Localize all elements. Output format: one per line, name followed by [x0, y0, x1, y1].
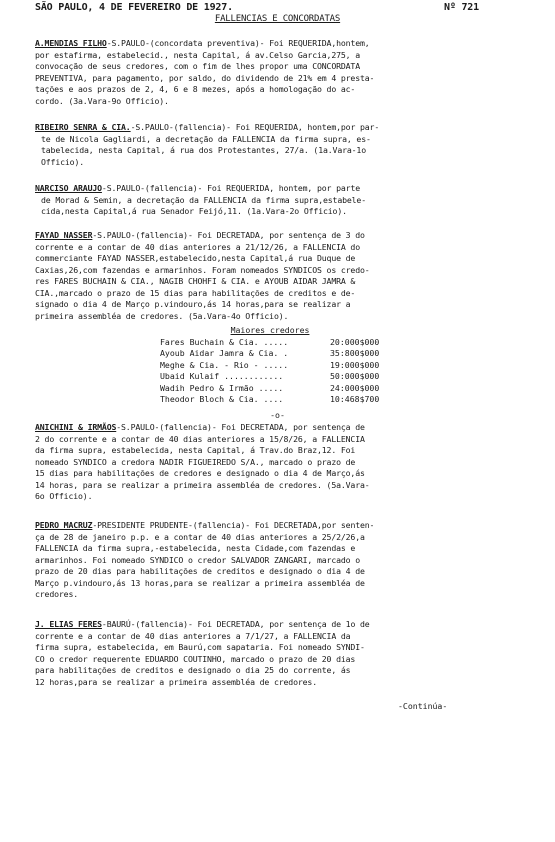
entry-line: -PRESIDENTE PRUDENTE-(fallencia)- Foi DECRETADA,por senten-	[92, 520, 375, 530]
entry-line: -S.PAULO-(fallencia)- Foi REQUERIDA, hontem, por parte	[101, 183, 361, 193]
entry-pedro-macruz	[35, 520, 530, 601]
entry-line: firma supra, estabelecida, em Baurú,com sapataria. Foi nomeado SYNDI-	[35, 642, 365, 652]
creditor-name: Theodor Bloch & Cia. ....	[160, 394, 284, 404]
entry-line: signado o dia 4 de Março p.vindouro,ás 14 horas,para se realizar a	[35, 299, 351, 309]
entry-line: nomeado SYNDICO a credora NADIR FIGUEIREDO S/A., marcado o prazo de	[35, 456, 356, 467]
entry-line: de Morad & Semin, a decretação da FALLENCIA da firma supra,estabele-	[41, 194, 366, 205]
bulletin-number: Nº 721	[444, 2, 479, 13]
entry-lead: J. ELIAS FERES	[35, 619, 102, 629]
creditor-row	[160, 337, 460, 349]
entry-line: para habilitações de creditos e designado o dia 25 do corrente, ás	[35, 665, 351, 675]
creditor-amount: 10:468$700	[330, 394, 380, 404]
entry-line: PREVENTIVA, para pagamento, por saldo, do dividendo de 21% em 4 presta-	[35, 72, 375, 83]
creditor-row	[160, 394, 460, 406]
entry-line: 12 horas,para se realizar a primeira assembléa de credores.	[35, 676, 317, 687]
entry-line: corrente e a contar de 40 dias anteriores a 21/12/26, a FALLENCIA do	[35, 241, 360, 252]
entry-line: te de Nicola Gagliardi, a decretação da FALLENCIA da firma supra, es-	[41, 133, 371, 144]
entry-line: Março p.vindouro,ás 13 horas,para se realizar a primeira assembléa de	[35, 577, 365, 588]
creditor-amount: 19:000$000	[330, 359, 380, 370]
entry-line: da firma supra, estabelecida, nesta Capital, á Trav.do Braz,12. Foi	[35, 445, 356, 455]
entry-line: Caxias,26,com fazendas e armarinhos. Foram nomeados SYNDICOS os credo-	[35, 264, 370, 275]
entry-line: cida,nesta Capital,á rua Senador Feijó,11. (1a.Vara-2o Officio).	[41, 206, 347, 216]
creditor-row	[160, 383, 460, 395]
creditor-name: Ubaid Kulaif ............	[160, 371, 284, 381]
entry-line: Officio).	[41, 156, 85, 167]
entry-line: commerciante FAYAD NASSER,estabelecido,nesta Capital,á rua Duque de	[35, 253, 356, 263]
entry-line: 14 horas, para se realizar a primeira assembléa de credores. (5a.Vara-	[35, 479, 370, 490]
entry-line: -S.PAULO-(fallencia)- Foi DECRETADA, por sentença de 3 do	[92, 230, 365, 240]
entry-line: tações e aos prazos de 2, 4, 6 e 8 mezes, após a homologação do ac-	[35, 84, 356, 94]
entry-line: credores.	[35, 589, 79, 599]
entry-lead: FAYAD NASSER	[35, 230, 93, 240]
creditor-name: Fares Buchain & Cia. .....	[160, 336, 289, 347]
entry-line: corrente e a contar de 40 dias anteriores a 7/1/27, a FALLENCIA da	[35, 630, 351, 641]
entry-fayad-nasser	[35, 230, 530, 322]
creditor-row	[160, 360, 460, 372]
creditor-amount: 50:000$000	[330, 371, 380, 381]
dateline: SÃO PAULO, 4 DE FEVEREIRO DE 1927.	[35, 2, 233, 13]
creditor-row	[160, 348, 460, 360]
entry-line: res FARES BUCHAIN & CIA., NAGIB CHOHFI & CIA. e AYOUB AIDAR JAMRA &	[35, 276, 356, 286]
creditor-name: Ayoub Aidar Jamra & Cia. .	[160, 348, 289, 358]
entry-line: -S.PAULO-(fallencia)- Foi DECRETADA, por sentença de	[116, 422, 365, 432]
entry-line: 6o Officio).	[35, 491, 93, 501]
entry-lead: ANICHINI & IRMÃOS	[35, 422, 117, 432]
entry-line: 15 dias para habilitações de credores e designado o dia 4 de Março,ás	[35, 468, 365, 478]
entry-line: CIA.,marcado o prazo de 15 dias para habilitações de creditos e de-	[35, 287, 356, 298]
creditor-name: Meghe & Cia. - Rio - .....	[160, 359, 289, 370]
creditor-amount: 20:000$000	[330, 336, 380, 347]
entry-line: primeira assembléa de credores. (5a.Vara-4o Officio).	[35, 310, 289, 321]
creditor-row	[160, 371, 460, 383]
entry-line: -BAURÚ-(fallencia)- Foi DECRETADA, por sentença de 1o de	[101, 619, 370, 629]
entry-lead: A.MENDIAS FILHO	[35, 38, 107, 48]
creditor-amount: 35:800$000	[330, 348, 380, 358]
entry-ribeiro-senra	[35, 122, 530, 168]
entry-line: -S.PAULO-(concordata preventiva)- Foi REQUERIDA,hontem,	[106, 38, 370, 48]
creditors-table	[160, 325, 460, 406]
creditor-amount: 24:000$000	[330, 382, 380, 393]
entry-mendias-filho	[35, 38, 530, 107]
entry-line: prazo de 20 dias para habilitações de creditos e designado o dia 4 de	[35, 566, 365, 576]
entry-line: por estafirma, estabelecid., nesta Capital, á av.Celso Garcia,275, a	[35, 49, 360, 60]
entry-lead: RIBEIRO SENRA & CIA.	[35, 122, 131, 132]
entry-line: convocação de seus credores, com o fim de lhes propor uma CONCORDATA	[35, 61, 360, 71]
entry-narciso-araujo	[35, 183, 530, 218]
entry-elias-feres	[35, 619, 530, 688]
entry-anichini-irmaos	[35, 422, 530, 503]
entry-line: cordo. (3a.Vara-9o Officio).	[35, 95, 169, 106]
continued-note: -Continúa-	[398, 701, 448, 711]
section-title: FALLENCIAS E CONCORDATAS	[214, 14, 341, 24]
entry-line: 2 do corrente e a contar de 40 dias anteriores a 15/8/26, a FALLENCIA	[35, 433, 365, 444]
entry-line: ça de 28 de janeiro p.p. e a contar de 40 dias anteriores a 25/2/26,a	[35, 531, 365, 542]
creditor-name: Wadih Pedro & Irmão .....	[160, 382, 284, 393]
entry-line: FALLENCIA da firma supra,-estabelecida, nesta Cidade,com fazendas e	[35, 543, 356, 553]
entry-lead: NARCISO ARAUJO	[35, 183, 102, 193]
entry-line: -S.PAULO-(fallencia)- Foi REQUERIDA, hontem,por par-	[130, 122, 380, 132]
entry-line: armarinhos. Foi nomeado SYNDICO o credor SALVADOR ZANGARI, marcado o	[35, 554, 360, 565]
creditors-title: Maiores credores	[230, 325, 310, 335]
entry-line: tabelecida, nesta Capital, á rua dos Protestantes, 27/a. (1a.Vara-1o	[41, 145, 366, 155]
entry-lead: PEDRO MACRUZ	[35, 520, 93, 530]
separator: -o-	[270, 410, 285, 420]
entry-line: CO o credor requerente EDUARDO COUTINHO, marcado o prazo de 20 dias	[35, 653, 356, 664]
